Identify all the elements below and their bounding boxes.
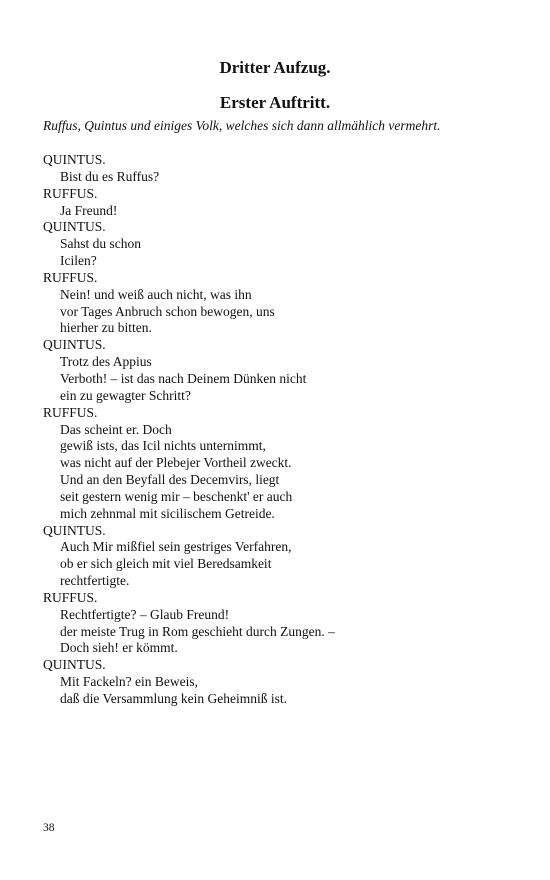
verse-line: Doch sieh! er kömmt.: [60, 640, 178, 656]
verse-line: hierher zu bitten.: [60, 320, 152, 336]
verse-line: Verboth! – ist das nach Deinem Dünken nicht: [60, 370, 307, 386]
speaker-name: QUINTUS.: [43, 337, 106, 353]
speech: [43, 337, 523, 404]
speech: [43, 186, 523, 220]
verse-line: ein zu gewagter Schritt?: [60, 387, 191, 403]
verse-line: der meiste Trug in Rom geschieht durch Zungen. –: [60, 623, 335, 639]
verse-line: was nicht auf der Plebejer Vortheil zweckt.: [60, 455, 292, 471]
speech: [43, 523, 523, 590]
act-title: Dritter Aufzug.: [219, 58, 331, 77]
speech: [43, 152, 523, 186]
speaker-name: QUINTUS.: [43, 152, 106, 167]
verse-line: seit gestern wenig mir – beschenkt' er auch: [60, 488, 293, 504]
scene-title: Erster Auftritt.: [219, 93, 331, 112]
speaker-name: RUFFUS.: [43, 589, 98, 605]
verse-line: gewiß ists, das Icil nichts unternimmt,: [60, 438, 266, 454]
verse-line: Das scheint er. Doch: [60, 421, 172, 437]
speech: [43, 590, 523, 657]
speaker-name: RUFFUS.: [43, 269, 98, 285]
verse-line: Auch Mir mißfiel sein gestriges Verfahren,: [60, 539, 292, 555]
speaker-name: QUINTUS.: [43, 657, 106, 673]
verse-line: ob er sich gleich mit viel Beredsamkeit: [60, 556, 272, 572]
verse-line: Mit Fackeln? ein Beweis,: [60, 674, 198, 690]
verse-line: vor Tages Anbruch schon bewogen, uns: [60, 303, 275, 319]
verse-line: mich zehnmal mit sicilischem Getreide.: [60, 505, 275, 521]
speech: [43, 405, 523, 523]
verse-line: Rechtfertigte? – Glaub Freund!: [60, 606, 230, 622]
speaker-name: RUFFUS.: [43, 404, 98, 420]
speaker-name: QUINTUS.: [43, 522, 106, 538]
verse-line: Trotz des Appius: [60, 354, 152, 370]
dialogue: [43, 152, 523, 708]
speech: [43, 657, 523, 708]
page-number: 38: [43, 822, 55, 834]
verse-line: Bist du es Ruffus?: [60, 168, 160, 184]
verse-line: Sahst du schon: [60, 236, 141, 252]
verse-line: Nein! und weiß auch nicht, was ihn: [60, 286, 252, 302]
stage-direction: Ruffus, Quintus und einiges Volk, welches sich dann allmählich vermehrt.: [43, 118, 441, 133]
speaker-name: QUINTUS.: [43, 219, 106, 235]
speech: [43, 219, 523, 270]
verse-line: Icilen?: [60, 253, 97, 269]
speech: [43, 270, 523, 337]
verse-line: rechtfertigte.: [60, 573, 130, 589]
verse-line: daß die Versammlung kein Geheimniß ist.: [60, 691, 287, 706]
verse-line: Und an den Beyfall des Decemvirs, liegt: [60, 472, 280, 488]
verse-line: Ja Freund!: [60, 202, 118, 218]
speaker-name: RUFFUS.: [43, 185, 98, 201]
